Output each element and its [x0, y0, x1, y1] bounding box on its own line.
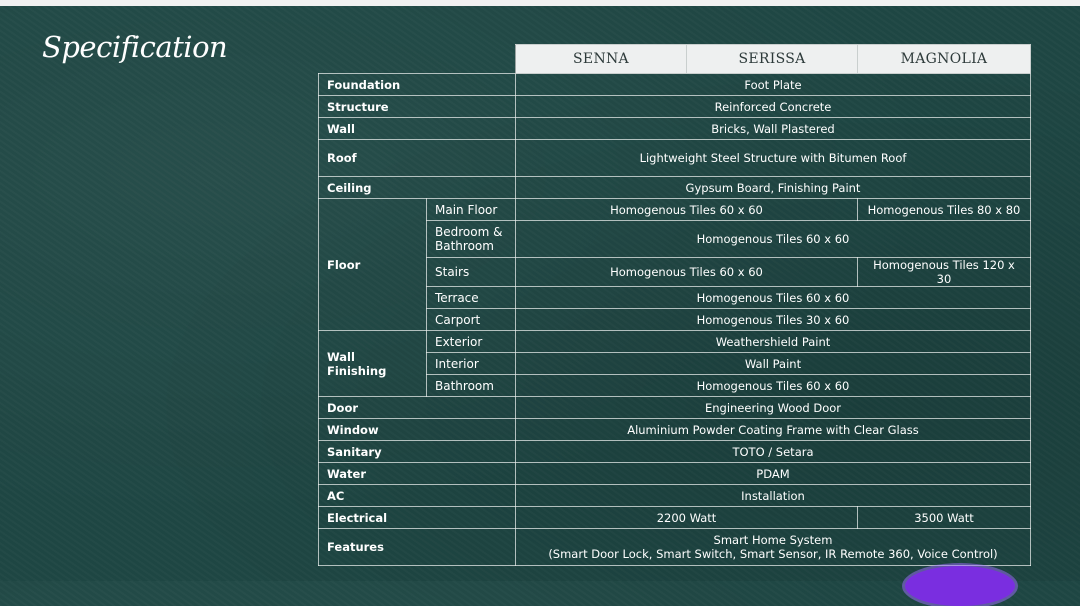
sub-label-interior: Interior [427, 353, 516, 375]
row-value-wall: Bricks, Wall Plastered [516, 118, 1031, 140]
table-row [319, 529, 1031, 566]
row-value-roof: Lightweight Steel Structure with Bitumen Roof [516, 140, 1031, 177]
row-value-sanitary: TOTO / Setara [516, 441, 1031, 463]
row-label-features: Features [319, 529, 516, 566]
header-row [319, 45, 1031, 74]
specification-table [318, 44, 1031, 566]
row-value-door: Engineering Wood Door [516, 397, 1031, 419]
row-value-water: PDAM [516, 463, 1031, 485]
row-label-window: Window [319, 419, 516, 441]
row-label-structure: Structure [319, 96, 516, 118]
value-interior: Wall Paint [516, 353, 1031, 375]
sub-label-bedroom-bathroom: Bedroom & Bathroom [427, 221, 516, 258]
value-bathroom: Homogenous Tiles 60 x 60 [516, 375, 1031, 397]
value-stairs-magnolia: Homogenous Tiles 120 x 30 [858, 258, 1031, 287]
table-row [319, 507, 1031, 529]
table-row [319, 74, 1031, 96]
table-row [319, 463, 1031, 485]
sub-label-carport: Carport [427, 309, 516, 331]
value-terrace: Homogenous Tiles 60 x 60 [516, 287, 1031, 309]
table-row [319, 419, 1031, 441]
features-line-2: (Smart Door Lock, Smart Switch, Smart Sensor, IR Remote 360, Voice Control) [548, 547, 998, 561]
sub-label-terrace: Terrace [427, 287, 516, 309]
row-label-ac: AC [319, 485, 516, 507]
row-label-floor: Floor [319, 199, 427, 331]
table-row [319, 96, 1031, 118]
row-label-foundation: Foundation [319, 74, 516, 96]
row-value-features [516, 529, 1031, 566]
row-value-window: Aluminium Powder Coating Frame with Clear Glass [516, 419, 1031, 441]
row-value-foundation: Foot Plate [516, 74, 1031, 96]
table-row [319, 331, 1031, 353]
row-value-ac: Installation [516, 485, 1031, 507]
row-label-wall-finishing: Wall Finishing [319, 331, 427, 397]
table-row [319, 485, 1031, 507]
sub-label-main-floor: Main Floor [427, 199, 516, 221]
row-label-sanitary: Sanitary [319, 441, 516, 463]
header-spacer [319, 45, 516, 74]
value-electrical-senna-serissa: 2200 Watt [516, 507, 858, 529]
table-row [319, 118, 1031, 140]
sub-label-exterior: Exterior [427, 331, 516, 353]
table-row [319, 140, 1031, 177]
floating-action-blob[interactable] [905, 566, 1015, 606]
row-label-wall: Wall [319, 118, 516, 140]
header-senna: SENNA [516, 45, 687, 74]
header-magnolia: MAGNOLIA [858, 45, 1031, 74]
row-label-door: Door [319, 397, 516, 419]
value-electrical-magnolia: 3500 Watt [858, 507, 1031, 529]
value-bedroom-bathroom: Homogenous Tiles 60 x 60 [516, 221, 1031, 258]
value-carport: Homogenous Tiles 30 x 60 [516, 309, 1031, 331]
value-exterior: Weathershield Paint [516, 331, 1031, 353]
row-label-ceiling: Ceiling [319, 177, 516, 199]
header-serissa: SERISSA [687, 45, 858, 74]
table-row [319, 177, 1031, 199]
row-value-ceiling: Gypsum Board, Finishing Paint [516, 177, 1031, 199]
row-label-water: Water [319, 463, 516, 485]
row-value-structure: Reinforced Concrete [516, 96, 1031, 118]
value-stairs-senna-serissa: Homogenous Tiles 60 x 60 [516, 258, 858, 287]
row-label-roof: Roof [319, 140, 516, 177]
row-label-electrical: Electrical [319, 507, 516, 529]
sub-label-stairs: Stairs [427, 258, 516, 287]
value-main-floor-magnolia: Homogenous Tiles 80 x 80 [858, 199, 1031, 221]
value-main-floor-senna-serissa: Homogenous Tiles 60 x 60 [516, 199, 858, 221]
table-row [319, 199, 1031, 221]
page-title: Specification [42, 30, 228, 64]
top-strip [0, 0, 1080, 6]
table-row [319, 397, 1031, 419]
sub-label-bathroom: Bathroom [427, 375, 516, 397]
features-line-1: Smart Home System [713, 533, 833, 547]
table-row [319, 441, 1031, 463]
